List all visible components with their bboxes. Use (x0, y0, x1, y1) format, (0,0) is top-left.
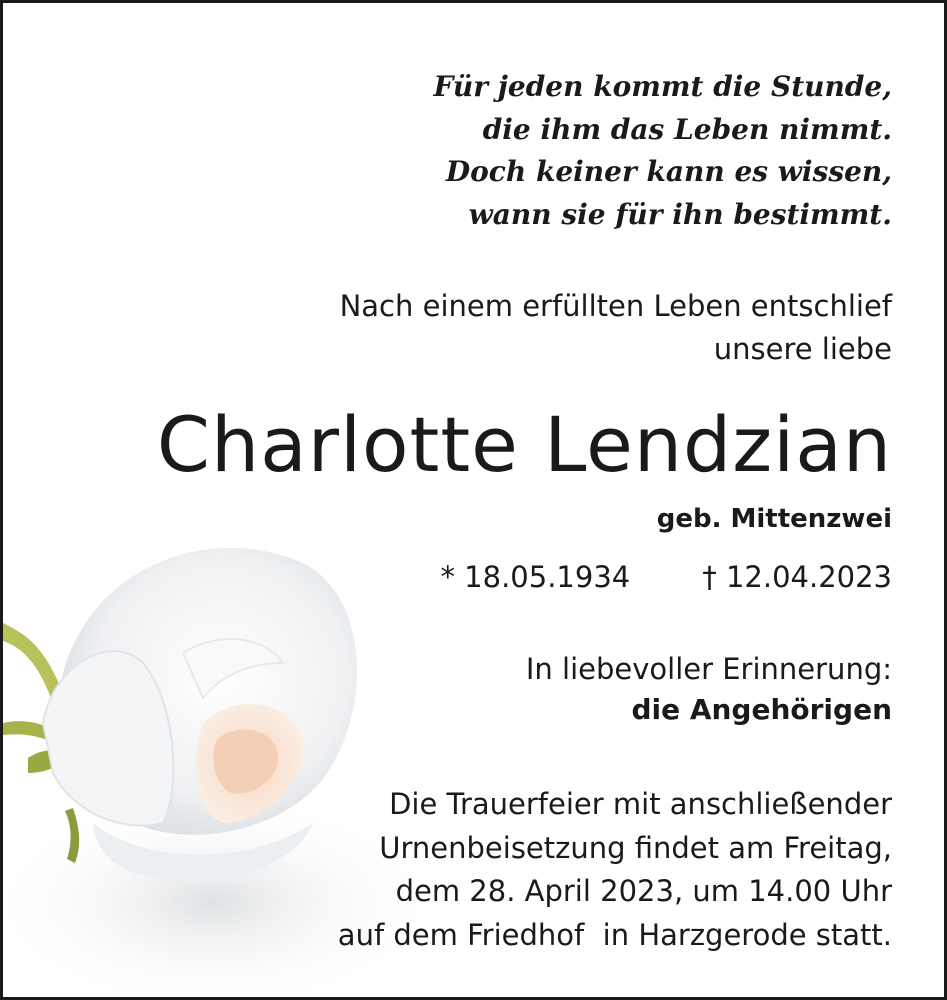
poem-line: wann sie für ihn bestimmt. (468, 197, 892, 231)
intro-line: Nach einem erfüllten Leben entschlief (339, 289, 892, 323)
poem-line: Doch keiner kann es wissen, (445, 155, 892, 188)
memorial-poem (192, 66, 892, 236)
intro-line: unsere liebe (713, 332, 892, 366)
mourners-name: die Angehörigen (631, 693, 892, 726)
birth-name: geb. Mittenzwei (656, 504, 892, 534)
poem-line: Für jeden kommt die Stunde, (433, 70, 892, 103)
ceremony-line: dem 28. April 2023, um 14.00 Uhr (395, 874, 892, 908)
ceremony-line: auf dem Friedhof in Harzgerode statt. (337, 917, 892, 952)
poem-line: die ihm das Leben nimmt. (482, 112, 892, 146)
death-date: † 12.04.2023 (702, 560, 892, 594)
memory-line: In liebevoller Erinnerung: (525, 652, 892, 686)
life-dates (440, 555, 892, 599)
ceremony-details (192, 783, 892, 957)
deceased-name: Charlotte Lendzian (156, 400, 892, 489)
intro-text (192, 285, 892, 371)
ceremony-line: Urnenbeisetzung findet am Freitag, (379, 830, 892, 865)
birth-date: * 18.05.1934 (440, 560, 631, 594)
ceremony-line: Die Trauerfeier mit anschließender (389, 787, 892, 821)
